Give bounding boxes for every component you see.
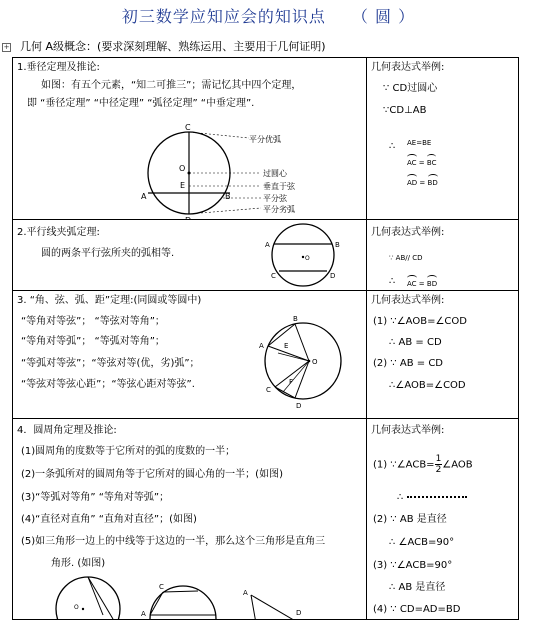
theorem-cell-2: [13, 220, 367, 291]
theorem-text: “等角对等弦”； “等弦对等角”；: [21, 316, 165, 327]
theorem-text: “等角对等弧”； “等弧对等角”；: [21, 336, 165, 347]
example-cell-2: [367, 220, 519, 291]
title-circle: （ 圆 ）: [351, 7, 416, 26]
label-c: C: [271, 272, 276, 280]
theorem-text: “等弧对等弦”；“等弦对等(优，劣)弧”；: [21, 358, 200, 369]
label-o: O: [305, 255, 310, 262]
label-d: D: [185, 216, 192, 225]
theorem-text: (5)如三角形一边上的中线等于这边的一半，那么这个三角形是直角三: [21, 536, 326, 547]
label-a: A: [265, 241, 270, 249]
label-c: C: [159, 583, 164, 591]
label-c: C: [185, 123, 191, 132]
example-line: (1) ∵∠ACB= $\frac{1}{2}$ ∠AOB: [373, 454, 473, 475]
equal-chords-figure: [13, 291, 367, 418]
arc-equality: AC = BC: [407, 154, 436, 170]
label-d: D: [296, 609, 302, 617]
note-arc-minor: 平分劣弧: [263, 205, 295, 214]
example-heading: 几何表达式举例:: [371, 62, 445, 73]
therefore-symbol: ∴: [389, 141, 396, 152]
example-cell-1: [367, 58, 519, 220]
label-o: O: [179, 164, 186, 173]
example-line: ∵ AB// CD: [389, 254, 423, 262]
label-d: D: [296, 402, 302, 410]
label-o: O: [74, 604, 79, 611]
note-arc-major: 平分优弧: [249, 135, 281, 144]
theorem-text: (1)圆周角的度数等于它所对的弧的度数的一半；: [21, 446, 236, 457]
theorem-text: 角形. (如图): [51, 558, 106, 569]
example-line: ∴ AB = CD: [389, 337, 442, 348]
example-line: ∴ AB 是直径: [389, 582, 446, 593]
page-title: [0, 4, 537, 27]
note-bisect-chord: 平分弦: [263, 194, 287, 203]
label-a: A: [141, 192, 147, 201]
inscribed-angle-figures: [13, 419, 367, 619]
label-b: B: [335, 241, 340, 249]
theorem-heading: 3. “角、弦、弧、距”定理:(同圆或等圆中): [17, 295, 202, 306]
theorem-cell-1: [13, 58, 367, 225]
label-d: D: [330, 272, 336, 280]
example-cell-4: [367, 419, 519, 620]
note-center: 过圆心: [263, 169, 287, 178]
example-heading: 几何表达式举例:: [371, 295, 445, 306]
example-line: ∴: [397, 491, 467, 504]
note-perpendicular: 垂直于弦: [263, 182, 295, 191]
theorem-heading: 4．圆周角定理及推论:: [17, 425, 117, 436]
example-line: (3) ∵∠ACB=90°: [373, 560, 453, 571]
table-row: [13, 220, 519, 291]
arc-equality: AC = BD: [407, 275, 437, 291]
parallel-chords-figure: [13, 220, 367, 290]
example-line: ∵CD⊥AB: [383, 105, 427, 116]
example-line: ∵ CD过圆心: [383, 83, 438, 94]
level-a-heading: 几何 A级概念：(要求深刻理解、熟练运用、主要用于几何证明): [20, 40, 326, 53]
example-heading: 几何表达式举例:: [371, 227, 445, 238]
label-e: E: [284, 342, 289, 350]
example-heading: 几何表达式举例:: [371, 425, 445, 436]
label-e: E: [180, 181, 186, 190]
example-line: AE=BE: [407, 139, 432, 147]
arc-equality: AD = BD: [407, 174, 438, 190]
theorem-text: (3)“等弧对等角” “等角对等弧”；: [21, 492, 170, 503]
theorem-heading: 1.垂径定理及推论:: [17, 62, 100, 73]
perpendicular-diameter-figure: [13, 58, 367, 225]
example-cell-3: [367, 291, 519, 419]
example-line: (2) ∵ AB = CD: [373, 358, 444, 369]
label-o: O: [312, 358, 318, 366]
theorem-text: “等弦对等弦心距”；“等弦心距对等弦”.: [21, 379, 195, 390]
label-b: B: [225, 192, 231, 201]
table-row: [13, 419, 519, 620]
example-line: (2) ∵ AB 是直径: [373, 514, 447, 525]
label-a: A: [141, 610, 146, 618]
theorem-cell-3: [13, 291, 367, 419]
title-main: 初三数学应知应会的知识点: [121, 7, 326, 26]
label-f: F: [289, 378, 294, 386]
table-row: [13, 58, 519, 220]
example-line: ∴ ∠ACB=90°: [389, 537, 455, 548]
label-a: A: [259, 342, 264, 350]
theorem-text: 如图：有五个元素，“知二可推三”；需记忆其中四个定理，: [41, 80, 302, 91]
example-line: (4) ∵ CD=AD=BD: [373, 604, 461, 615]
label-c: C: [266, 386, 271, 394]
theorem-cell-4: [13, 419, 367, 620]
knowledge-table: [12, 57, 519, 620]
table-row: [13, 291, 519, 419]
table-move-handle-icon[interactable]: +: [3, 43, 10, 51]
theorem-text: 圆的两条平行弦所夹的弧相等.: [41, 248, 175, 259]
example-line: ∴∠AOB=∠COD: [389, 380, 466, 391]
example-line: (1) ∵∠AOB=∠COD: [373, 316, 467, 327]
theorem-heading: 2.平行线夹弧定理:: [17, 227, 100, 238]
theorem-text: 即 “垂径定理” “中径定理” “弧径定理” “中垂定理”.: [27, 98, 255, 109]
theorem-text: (2)一条弧所对的圆周角等于它所对的圆心角的一半；(如图): [21, 469, 283, 480]
theorem-text: (4)“直径对直角” “直角对直径”；(如图): [21, 514, 197, 525]
therefore-symbol: ∴: [389, 276, 396, 287]
label-a2: A: [243, 589, 248, 597]
label-b: B: [293, 315, 298, 323]
